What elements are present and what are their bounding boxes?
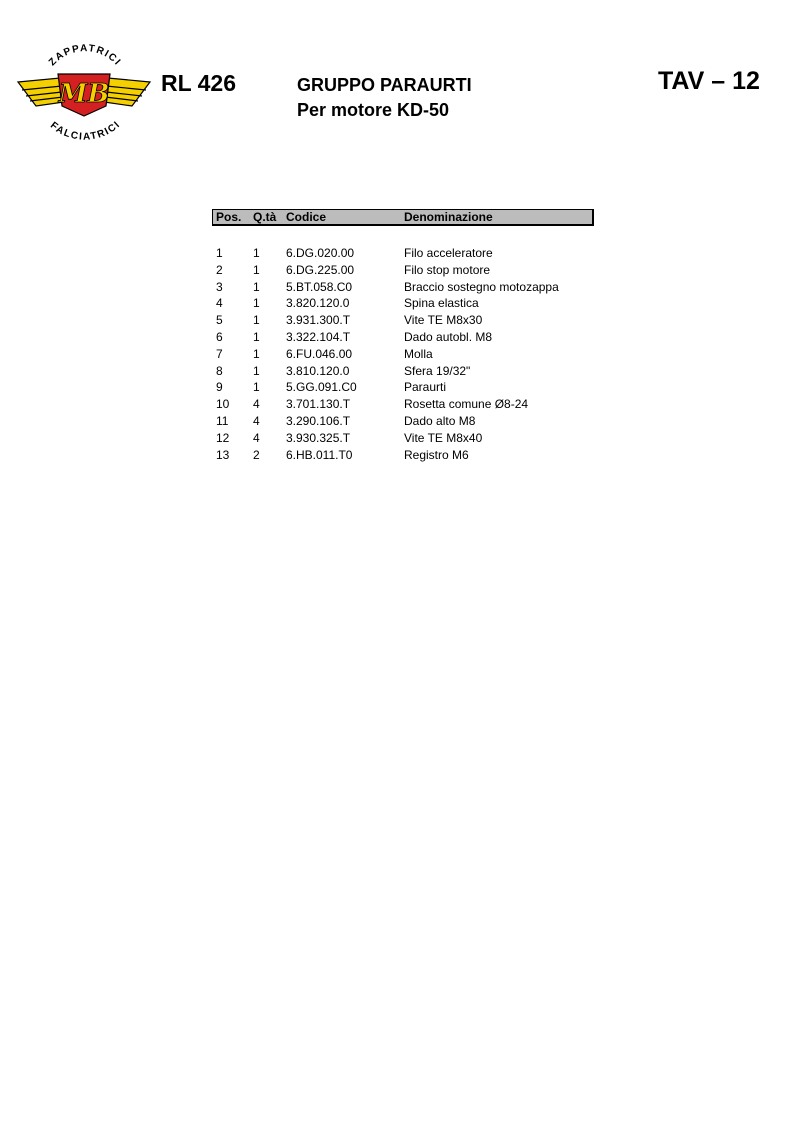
row-qty: 1	[253, 296, 260, 311]
row-description: Vite TE M8x40	[404, 430, 483, 445]
page-subtitle: Per motore KD-50	[297, 100, 450, 120]
row-code: 3.820.120.0	[286, 296, 350, 311]
row-description: Braccio sostegno motozappa	[404, 279, 559, 294]
row-description: Sfera 19/32"	[404, 363, 471, 378]
table-row	[0, 379, 809, 396]
row-pos: 1	[216, 246, 223, 260]
row-description: Vite TE M8x30	[404, 313, 483, 328]
row-description: Paraurti	[404, 380, 447, 395]
row-pos: 7	[216, 346, 223, 361]
row-qty: 1	[253, 380, 260, 395]
row-code: 3.322.104.T	[286, 329, 351, 344]
table-row	[0, 363, 809, 380]
column-header-description: Denominazione	[404, 210, 493, 224]
row-qty: 1	[253, 279, 260, 294]
table-row	[0, 413, 809, 430]
svg-text:MB: MB	[58, 79, 110, 109]
row-pos: 9	[216, 380, 223, 395]
row-qty: 2	[253, 447, 260, 462]
row-pos: 8	[216, 363, 223, 378]
row-code: 3.931.300.T	[286, 313, 351, 328]
row-code: 5.GG.091.C0	[286, 380, 357, 395]
row-code: 6.DG.225.00	[286, 262, 355, 277]
row-qty: 1	[253, 329, 260, 344]
row-pos: 3	[216, 279, 223, 294]
table-row	[0, 245, 809, 262]
parts-table-body	[0, 245, 809, 463]
row-pos: 5	[216, 313, 223, 328]
row-pos: 6	[216, 329, 223, 344]
svg-text:ZAPPATRICI: ZAPPATRICI	[46, 44, 124, 69]
row-description: Filo stop motore	[404, 262, 491, 277]
row-description: Filo acceleratore	[404, 246, 493, 260]
row-pos: 13	[216, 447, 230, 462]
row-qty: 4	[253, 430, 260, 445]
column-header-code: Codice	[286, 210, 327, 224]
row-qty: 4	[253, 413, 260, 428]
row-description: Dado alto M8	[404, 413, 476, 428]
row-code: 3.290.106.T	[286, 413, 351, 428]
row-pos: 10	[216, 397, 230, 412]
row-code: 3.810.120.0	[286, 363, 350, 378]
table-row	[0, 295, 809, 312]
row-description: Dado autobl. M8	[404, 329, 493, 344]
row-description: Molla	[404, 346, 433, 361]
table-row	[0, 312, 809, 329]
svg-text:FALCIATRICI: FALCIATRICI	[47, 118, 123, 143]
row-qty: 1	[253, 313, 260, 328]
row-description: Registro M6	[404, 447, 469, 462]
table-row	[0, 430, 809, 447]
column-header-qty: Q.tà	[253, 210, 277, 224]
row-code: 3.930.325.T	[286, 430, 351, 445]
row-pos: 11	[216, 413, 229, 428]
table-row	[0, 346, 809, 363]
table-reference: TAV – 12	[658, 67, 760, 95]
row-qty: 1	[253, 262, 260, 277]
table-row	[0, 396, 809, 413]
row-qty: 1	[253, 363, 260, 378]
row-code: 6.DG.020.00	[286, 246, 355, 260]
row-code: 5.BT.058.C0	[286, 279, 353, 294]
model-code: RL 426	[161, 70, 237, 96]
column-header-pos: Pos.	[216, 210, 242, 224]
row-pos: 4	[216, 296, 223, 311]
row-qty: 1	[253, 246, 260, 260]
mb-logo	[14, 44, 154, 144]
row-qty: 1	[253, 346, 260, 361]
row-pos: 12	[216, 430, 230, 445]
row-code: 3.701.130.T	[286, 397, 351, 412]
table-row	[0, 279, 809, 296]
row-description: Spina elastica	[404, 296, 479, 311]
table-row	[0, 447, 809, 464]
table-row	[0, 262, 809, 279]
row-qty: 4	[253, 397, 260, 412]
row-description: Rosetta comune Ø8-24	[404, 397, 529, 412]
table-row	[0, 329, 809, 346]
mb-winged-logo-icon	[14, 44, 154, 144]
page-title: GRUPPO PARAURTI	[297, 75, 472, 95]
row-code: 6.FU.046.00	[286, 346, 353, 361]
row-pos: 2	[216, 262, 223, 277]
parts-table-header	[212, 209, 594, 226]
row-code: 6.HB.011.T0	[286, 447, 353, 462]
